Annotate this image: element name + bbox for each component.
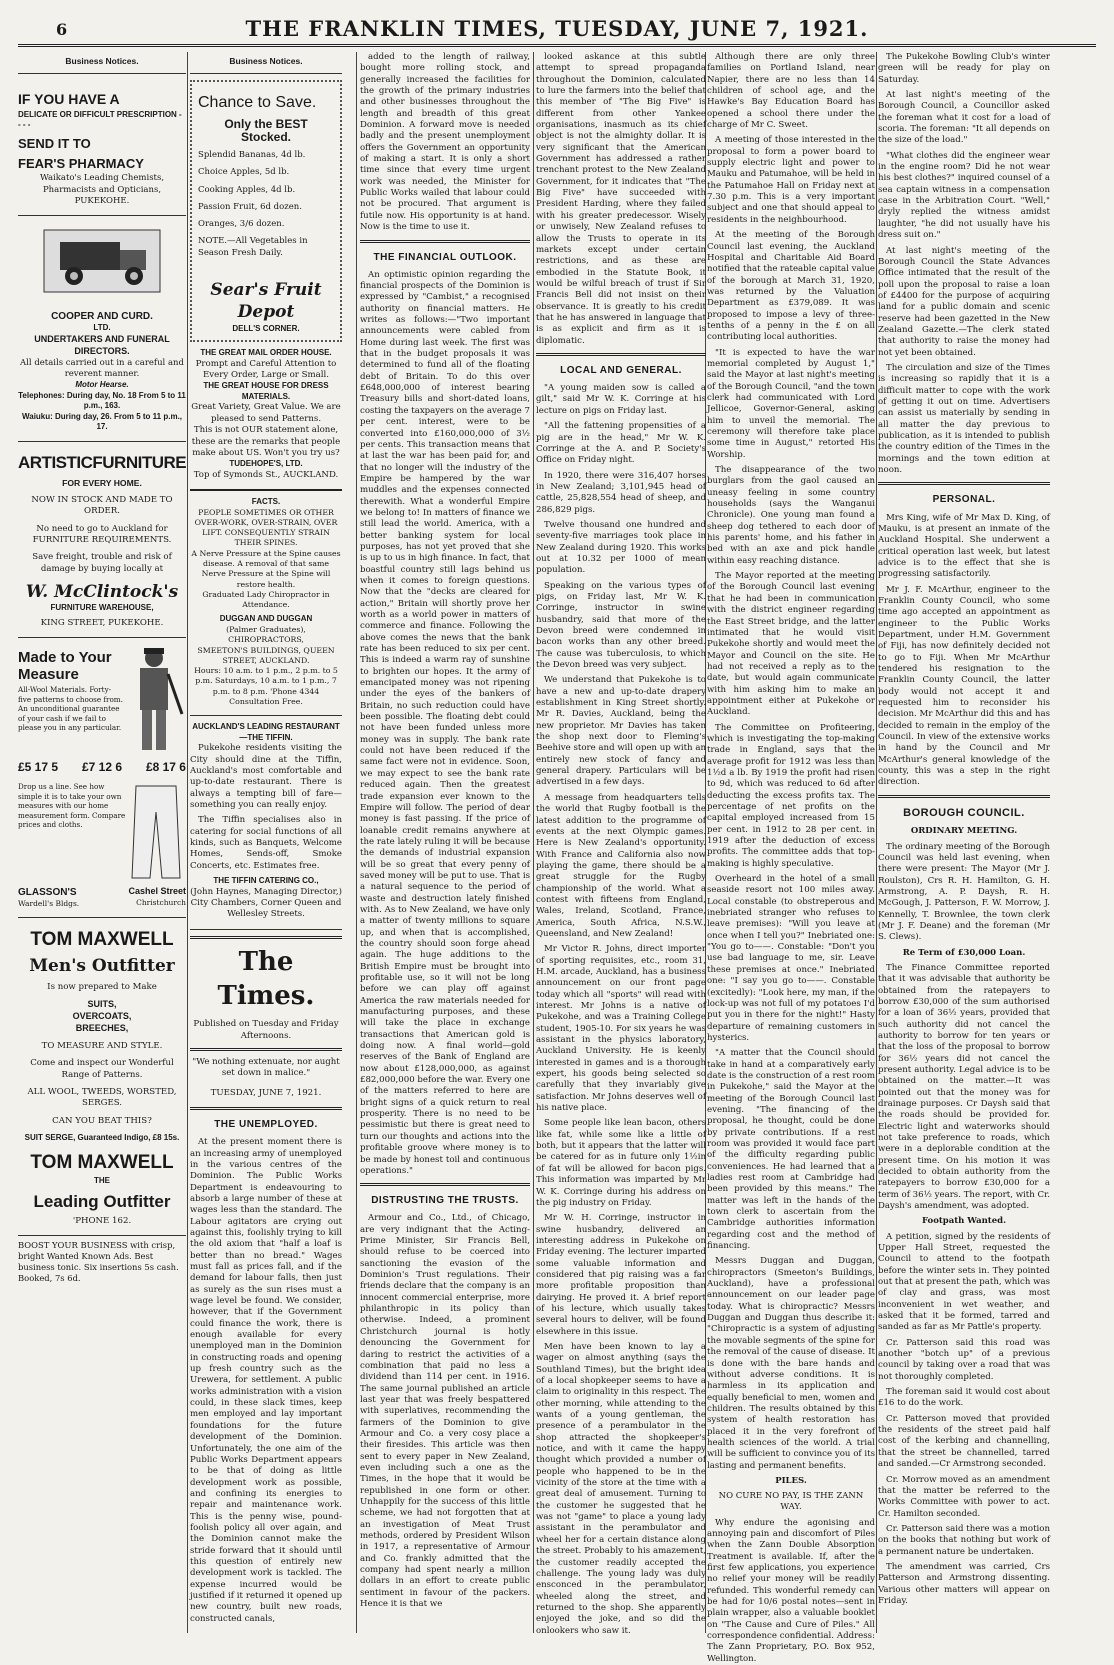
business-notices-header: Business Notices.	[18, 52, 186, 74]
ad-line: ARTISTICFURNITURE	[18, 452, 187, 472]
section-subhead: Re Term of £30,000 Loan.	[902, 947, 1026, 958]
local-item: The disappearance of the two burglars from the gaol caused an uneasy feeling in some country households (says the Wanganui Chronicle). One young man found a sheep dog tethered to each door of his parents' home, and his father in bed with an axe and pick handle within easy reaching distance.	[707, 465, 875, 566]
article-title: BOROUGH COUNCIL.	[903, 806, 1025, 819]
article-body: An optimistic opinion regarding the financial prospects of the Dominion is expressed by "Cambist," a recognised authority on financial matters. He writes as follows:—"Two important announcements were cabled from Home during last week. The first was that in the budget proposals it was determined to fund all of the floating debt of Britain. To do this over £648,000,000 of interest bearing Treasury bills and short-dated loans, costing the taxpayers on the average 7 per cent. interest, were to be converted into £160,000,000 of 3½ per cents. This transaction means that at last the war has been paid for, and that no longer will the industry of the Empire be hampered by the war muddles and the expenses connected therewith. What a wonderful Empire we belong to! In matters of finance we still lead the world. America, with a better banking system for local purposes, has not yet proved that she is up to us in high finance. In fact, that boastful country still lags behind us when it comes to foreign questions. Now that the "decks are cleared for action," Britain will shortly prove her worth as a world power in matters of commerce and finance. Following the above comes the news that the bank rate has been reduced to six per cent. This is indeed a warm ray of sunshine to brighten our hopes. It the army of emancipated money was not ripening under the eyes of the bankers of Britain, no such reduction could have been possible. The floating debt could not have been funded unless more money was in supply. The bank rate could not have been reduced if the same fact were not in evidence. Soon, we may expect to see the bank rate reduced again. Then the greatest trade expansion ever known to the Empire will follow. The period of dear money is fast passing. If the price of loanable credit remains anywhere at the rate lately ruling it will be because the demands of industrial expansion will be so great that every penny of saved money will be put to use. That is a natural sequence to the period of waste and destruction lately finished with. As to New Zealand, we have only a matter of twenty millions to square up, and when that is accomplished, the country should soon forge ahead again. The huge additions to the British Empire must be brought into profitable use, so it will not be long before we can play off against America the raw materials needed for manufacturing purposes, and these will take the place in exchange transactions that American gold is doing now. A final world—gold reserves of the Bank of England are now about £128,000,000, as against £82,000,000 before the war. Every one of the matters referred to here are bright signs of a quick return to real prosperity. There is no need to be pessimistic but there is great need to turn our thoughts and actions into the profitable groove where money is to be made by honest toil and continuous operations."	[360, 269, 530, 1176]
ad-line: COOPER AND CURD.	[51, 311, 153, 323]
fruit-item: Oranges, 3/6 dozen.	[198, 219, 285, 230]
local-item: Although there are only three families on Portland Island, near Napier, there are no less than 14 children of school age, and the Hawke's Bay Education Board has opened a school there under the charge of Mr C. Sweet.	[707, 52, 875, 131]
ad-line: TOM MAXWELL	[30, 1152, 174, 1174]
ad-line: (John Haynes, Managing Director,) City Chambers, Corner Queen and Wellesley Streets.	[190, 886, 342, 920]
article-title: PERSONAL.	[932, 494, 996, 506]
masthead	[18, 14, 1096, 47]
ad-line: DUGGAN AND DUGGAN	[219, 614, 313, 624]
ad-line: DELICATE OR DIFFICULT PRESCRIPTION - - - -	[18, 109, 182, 130]
ad-line: Christchurch	[136, 898, 186, 908]
article-body: Cr. Morrow moved as an amendment that the matter be referred to the Works Committee with power to act. Cr. Hamilton seconded.	[878, 1474, 1050, 1519]
ad-line: Prompt and Careful Attention to Every Order, Large or Small.	[195, 358, 337, 381]
ad-line: BREECHES,	[75, 1022, 129, 1033]
local-item: We understand that Pukekohe is to have a new and up-to-date drapery establishment in King Street shortly. Mr R. Davies, Auckland, being the new proprietor. Mr Davies has taken the shop next door to Fleming's Beehive store and will open up with an entirely new stock of fancy and general drapery. Particulars will be advertised in a few days.	[536, 675, 706, 788]
column-3	[360, 52, 530, 1637]
ad-line: Top of Symonds St., AUCKLAND.	[193, 469, 339, 480]
ad-line: LTD.	[93, 323, 111, 333]
article-body: The ordinary meeting of the Borough Council was held last evening, when there were present: The Mayor (Mr J. Roulston), Crs R. H. Hamilton, G. H. Armstrong, A. P. Daysh, R. H. McGough, J. Patterson, F. W. Morrow, J. Kennelly, T. Brownlee, the town clerk (Mr J. F. Deane) and the foreman (Mr S. Clews).	[878, 841, 1050, 943]
ad-line: Come and inspect our Wonderful Range of Patterns.	[30, 1058, 174, 1080]
sears-fruit-ad	[190, 80, 342, 342]
ad-line: CAN YOU BEAT THIS?	[52, 1115, 152, 1126]
glassons-ad	[18, 638, 186, 918]
ad-paragraph: Pukekohe residents visiting the City should dine at the Tiffin, Auckland's most comfortable and up-to-date restaurant. There is always a tempting bill of fare—something you can really enjoy.	[190, 743, 342, 811]
ad-line: SUIT SERGE, Guaranteed Indigo, £8 15s.	[24, 1132, 180, 1142]
fruit-note: NOTE.—All Vegetables in Season Fresh Daily.	[198, 236, 308, 258]
ad-line: KING STREET, PUKEKOHE.	[40, 618, 164, 629]
local-item: In 1920, there were 316,407 horses in New Zealand; 3,101,945 head of cattle, 25,828,554 head of sheep, and 286,829 pigs.	[536, 470, 706, 515]
ad-line: BOOST YOUR BUSINESS with crisp, bright Wanted Known Ads. Best business tonic. Six insertions 5s cash. Booked, 7s 6d.	[18, 1239, 179, 1284]
page-number: 6	[56, 20, 68, 39]
ad-line: OVERCOATS,	[72, 1011, 132, 1022]
publication-days: Published on Tuesday and Friday Afternoons.	[193, 1019, 339, 1041]
article-body: A petition, signed by the residents of Upper Hall Street, requested the Council to attend to the footpath before the winter sets in. They pointed out that at present the path, which was of clay and grass, was most inconvenient in wet weather, and asked that it be formed, tarred and sanded as far as Mr Pattle's property.	[878, 1231, 1050, 1333]
ad-line: ALL WOOL, TWEEDS, WORSTED, SERGES.	[27, 1086, 177, 1109]
column-rule	[876, 52, 877, 1633]
ad-line: Only the BEST Stocked.	[224, 116, 308, 144]
fears-pharmacy-ad	[18, 80, 186, 216]
business-notices-header: Business Notices.	[190, 52, 342, 74]
ad-line: Made to Your Measure	[18, 649, 112, 683]
divider	[190, 936, 342, 939]
article-body: Cr. Patterson said there was a motion on the books that nothing but work of a permanent nature be undertaken.	[878, 1523, 1050, 1557]
divider	[536, 353, 706, 356]
ad-line: PEOPLE SOMETIMES OR OTHER OVER-WORK, OVER-STRAIN, OVER LIFT. CONSEQUENTLY STRAIN THEIR SPINES.	[194, 507, 338, 548]
local-item: Some people like lean bacon, others like fat, while some like a little of both, but it appears that the latter will be catered for as in future only 1½in of fat will be allowed for bacon pigs. This information was imparted by Mr W. K. Corringe during his address on the pig industry on Friday.	[536, 1118, 706, 1208]
ad-line: Telephones: During day, No. 18 From 5 to 11 p.m., 163.	[18, 390, 186, 411]
mcclintock-furniture-ad	[18, 442, 186, 638]
piles-heading: PILES.	[775, 1475, 807, 1486]
ad-line: Is now prepared to Make	[47, 981, 157, 992]
ad-line: SEND IT TO	[18, 135, 91, 151]
ad-line: TUDEHOPE'S, LTD.	[229, 459, 303, 469]
ad-line: Men's Outfitter	[29, 956, 175, 977]
local-item: At the meeting of the Borough Council last evening, the Auckland Hospital and Charitable Aid Board notified that the rateable capital value of the borough at March 31, 1920, was returned by the Valuation Department as £379,089. It was proposed to impose a levy of three-tenths of a penny in the £ on all contributing local authorities.	[707, 230, 875, 343]
piles-body: Why endure the agonising and annoying pain and discomfort of Piles when the Zann Double Absorption Treatment is available. If, after the first few applications, you experience no relief your money will be readily refunded. This wonderful remedy can be had for 10/6 postal notes—sent in plain wrapper, also a valuable booklet on "The Cause and Cure of Piles." All correspondence confidential. Address: The Zann Proprietary, P.O. Box 952, Wellington.	[707, 1517, 875, 1664]
local-item: "A matter that the Council should take in hand at a comparatively early date is the construction of a rest room in Pukekohe," said the Mayor at the meeting of the Borough Council last evening. "The financing of the proposal, he thought, could be done by private contributions. If a rest room was provided it would face part of the difficulty regarding public conveniences. He had learned that a ladies rest room at Cambridge had been provided by this means." The matter was left in the hands of the town clerk to ascertain from the Cambridge authorities information regarding cost and the method of financing.	[707, 1048, 875, 1252]
ad-line: Graduated Lady Chiropractor in Attendance.	[202, 589, 330, 610]
article-body: looked askance at this subtle attempt to spread propaganda throughout the Dominion, calculated to lure the farmers into the belief that this member of "The Big Five" is different from other Yankee organisations, inasmuch as its chief object is not the almighty dollar. It is very significant that the American Government has addressed a rather trenchant protest to the New Zealand Government, for it indicates that "The Big Five" have succeeded with President Harding, where they failed with his greater predecessor. Wisely or unwisely, New Zealand refuses to allow the Trusts to operate in its markets except under certain restrictions, and as these are embodied in the Statute Book, it would be wilful breach of trust if Sir Francis Bell did not insist on their observance. It is greatly to his credit that he has answered in language that is as explicit and firm as it is diplomatic.	[536, 52, 706, 346]
local-item: "A young maiden sow is called a gilt," said Mr W. K. Corringe at his lecture on pigs on Friday last.	[536, 383, 706, 416]
ad-line: Sear's Fruit Depot	[210, 279, 322, 323]
ad-line: GLASSON'S	[18, 887, 77, 899]
fruit-item: Passion Fruit, 6d dozen.	[198, 201, 302, 212]
ad-line: All details carried out in a careful and reverent manner.	[20, 357, 184, 379]
hearse-truck-illustration	[42, 228, 162, 294]
ad-line: UNDERTAKERS AND FUNERAL DIRECTORS.	[34, 334, 170, 356]
ad-line: FACTS.	[251, 497, 281, 507]
ad-line: All-Wool Materials. Forty-five patterns to choose from. An unconditional guarantee of your cash if we fail to please you in any particular.	[18, 685, 123, 733]
piles-subheading: NO CURE NO PAY, IS THE ZANN WAY.	[718, 1491, 864, 1513]
motto: "We nothing extenuate, nor aught set down in malice."	[192, 1057, 340, 1079]
ad-line: 'PHONE 162.	[72, 1215, 132, 1226]
ad-line: NOW IN STOCK AND MADE TO ORDER.	[31, 494, 173, 517]
ad-line: Cashel Street	[128, 886, 186, 897]
ad-line: THE	[94, 1176, 110, 1186]
local-item: A meeting of those interested in the proposal to form a power board to supply electric light and power to Mauku and Patumahoe, will be held in the Patumahoe Hall on Friday next at 7.30 p.m. This is a very important subject and one that should appeal to residents in the neighbourhood.	[707, 135, 875, 225]
local-item: The circulation and size of the Times is increasing so rapidly that it is a difficult matter to cope with the work of getting it out on time. Advertisers can assist us materially by sending in all matter the day previous to publication, as it is intended to publish the country edition of the Times in the mornings and the town edition at noon.	[878, 362, 1050, 476]
cooper-curd-ad	[18, 216, 186, 442]
ad-line: Great Variety, Great Value. We are pleased to send Patterns.	[191, 402, 341, 424]
local-item: At last night's meeting of the Borough Council, a Councillor asked the foreman what it cost for a load of scoria. The foreman: "It all depends on the size of the load."	[878, 90, 1050, 146]
fruit-item: Cooking Apples, 4d lb.	[198, 184, 296, 195]
ad-line: THE GREAT HOUSE FOR DRESS MATERIALS.	[203, 381, 329, 401]
ad-line: No need to go to Auckland for FURNITURE REQUIREMENTS.	[32, 523, 172, 546]
local-item: Mr Victor R. Johns, direct importer of sporting requisites, etc., room 31, H.M. arcade, Auckland, has a business announcement on our front page today which all "sports" will read with interest. Mr Johns is a native of Pukekohe, and was a Training College student, 1905-10. For six years he was assistant in the physics laboratory, Auckland University. He is keenly interested in games and is a thorough expert, his goods being selected so carefully that they invariably give satisfaction. Mr Johns deserves well of his native place.	[536, 944, 706, 1114]
ad-line: Drop us a line. See how simple it is to take your own measures with our home measurement form. Compare prices and cloths.	[18, 782, 126, 830]
local-item: At last night's meeting of the Borough Council the State Advances Office intimated that the result of the poll upon the proposal to raise a loan of £4400 for the purpose of acquiring land for a public domain and scenic reserve had been gazetted in the New Zealand Gazette.—The clerk stated that authority to raise the money had not yet been obtained.	[878, 245, 1050, 358]
local-item: Twelve thousand one hundred and seventy-five marriages took place in New Zealand during 1920. This works out at 10.32 per 1000 of mean population.	[536, 519, 706, 576]
local-item: Messrs Duggan and Duggan, chiropractors (Smeeton's Buildings, Auckland), have a professional announcement on our leader page today. What is chiropractic? Messrs Duggan and Duggan thus describe it: "Chiropractic is a system of adjusting the movable segments of the spine for the removal of the cause of disease. It is done with the bare hands and without adverse conditions. It is harmless in its application and equally beneficial to men, women and children. The results obtained by this system of health restoration has placed it in the very forefront of health sciences of the world. A trial will be sufficient to convince you of its lasting and permanent benefits.	[707, 1256, 875, 1471]
column-rule	[187, 52, 188, 1633]
ad-line: DELL'S CORNER.	[232, 323, 300, 333]
ad-line: THE TIFFIN CATERING CO.,	[213, 876, 319, 886]
divider	[190, 1107, 342, 1110]
local-item: A message from headquarters tells the world that Rugby football is the latest addition to the programme of events at the next Olympic games. Here is New Zealand's opportunity. With France and California also now playing the game, there should be a great struggle for the Rugby championship of the world. What a contest with fifteens from England, Wales, Ireland, Scotland, France, America, South Africa, N.S.W., Queensland, and New Zealand!	[536, 792, 706, 939]
divider	[360, 240, 530, 243]
column-2	[190, 52, 342, 1637]
local-item: "It is expected to have the war memorial completed by August 1," said the Mayor at last night's meeting of the Borough Council, "and the town clerk had communicated with Lord Jellicoe, Governor-General, asking him to unveil the memorial. The ceremony will therefore take place some time in August," retorted His Worship.	[707, 347, 875, 460]
local-item: Speaking on the various types of pigs, on Friday last, Mr W. K. Corringe, instructor in swine husbandry, said that more of the Devon breed were condemned in bacon works than any other breed. The cause was tuberculosis, to which the Devon breed was very subject.	[536, 580, 706, 671]
ad-line: Chance to Save.	[198, 94, 317, 112]
column-rule	[356, 52, 357, 1633]
divider	[878, 795, 1050, 798]
tailor-man-illustration	[124, 644, 186, 754]
ad-line: Leading Outfitter	[33, 1191, 171, 1211]
article-body: The Finance Committee reported that it was advisable that authority be obtained from the ratepayers to borrow £30,000 of the sum authorised for a loan of 36½ years, provided that such authority did not cancel the authority to borrow for ten years or that the loss of the proposal to borrow for 36½ years did not cancel the present authority. Legal advice is to be obtained on the matter.—It was pointed out that the money was for drainage purposes. Cr Daysh said that the roads should be provided for. Electric light and waterworks should not take preference to roads, which were in a deplorable condition at the present time. On his motion it was decided to obtain authority from the ratepayers to borrow £30,000 for a term of 36½ years. The report, with Cr. Daysh's amendment, was adopted.	[878, 962, 1050, 1212]
price: £8 17 6	[145, 760, 186, 775]
issue-date: TUESDAY, JUNE 7, 1921.	[210, 1087, 322, 1098]
local-item: Overheard in the hotel of a small seaside resort not 100 miles away. Local constable (to obstreperous and inebriated stranger who refuses to leave premises): "Will you leave at once when I tell you?" Inebriated one: "You go to——. Constable: "Don't you use bad language to me, sir. Leave these premises at once." Inebriated one: "I say you go to——. Constable (excitedly): "Look here, my man, if the lock-up was not full of my potatoes I'd put you in there for the night!" Hasty departure of remaining customers in hysterics.	[707, 874, 875, 1043]
local-item: Mr W. H. Corringe, instructor in swine husbandry, delivered an interesting address in Pukekohe on Friday evening. The lecturer imparted some valuable information and considered that pig raising was a far more profitable proposition than dairying. He proved it. A brief report of his lecture, which usually takes several hours to deliver, will be found elsewhere in this issue.	[536, 1213, 706, 1337]
ad-line: Hours: 10 a.m. to 1 p.m., 2 p.m. to 5 p.m. Saturdays, 10 a.m. to 1 p.m., 7 p.m. to 8 p.m. 'Phone 4344 Consultation Free.	[194, 666, 338, 706]
ad-line: SUITS,	[87, 999, 117, 1010]
article-title: THE UNEMPLOYED.	[214, 1119, 318, 1131]
article-body: Armour and Co., Ltd., of Chicago, are very indignant that the Acting-Prime Minister, Sir Francis Bell, should refuse to be coerced into sanctioning the evasion of the Dominion's Trust regulations. Their friends declare that the company is an innocent commercial enterprise, more philanthropic in its policy than otherwise. Indeed, a prominent Christchurch journal is hotly denouncing the Government for daring to restrict the activities of a combination that paid no less a dividend than 114 per cent. in 1916. The same journal published an article last year that was freely bespattered with superlatives, recommending the farmers of the Dominion to give Armour and Co. a very cosy place a their firesides. This article was then sent to every paper in New Zealand, even including such a one as the Times, in the hope that it would be republished in one form or other. Unhappily for the success of this little scheme, we had not forgotten that at an investigation of Meat Trust methods, ordered by President Wilson in 1917, a representative of Armour and Co. frankly admitted that the company had spent nearly a million dollars in an effort to create public sentiment in favour of the packers. Hence it is that we	[360, 1213, 530, 1610]
column-5	[707, 52, 875, 1664]
ad-line: Waikato's Leading Chemists, Pharmacists and Opticians, PUKEKOHE.	[39, 173, 165, 206]
article-subtitle: ORDINARY MEETING.	[910, 826, 1018, 837]
personal-item: Mr J. F. McArthur, engineer to the Franklin County Council, who some time ago accepted an appointment as engineer to the Public Works Department, under H.M. Government of Fiji, has now definitely decided not to go to Fiji. When Mr McArthur tendered his resignation to the Franklin County Council, the latter body would not accept it and requested him to reconsider his decision. Mr McArthur did this and has decided to remain in the employ of the Council. In view of the extensive works in hand by the Council and Mr McArthur's general knowledge of the county, this was a step in the right direction.	[878, 584, 1050, 788]
column-rule	[533, 52, 534, 1633]
ad-line: SMEETON'S BUILDINGS, QUEEN STREET, AUCKLAND.	[197, 645, 335, 665]
ad-line: IF YOU HAVE A	[18, 91, 120, 108]
ad-line: AUCKLAND'S LEADING RESTAURANT—THE TIFFIN.	[192, 722, 340, 742]
local-item: "What clothes did the engineer wear in the engine room? Did he not wear his best clothes?" inquired counsel of a sea captain witness in a compensation case in the Arbitration Court. "Well," dryly replied the witness amidst laughter, "he did not usually have his dress suit on."	[878, 150, 1050, 241]
ad-line: This is not OUR statement alone, these are the remarks that people make about US. Won't you try us?	[191, 425, 341, 458]
local-item: Men have been known to lay a wager on almost anything (says the Southland Times), but the bright idea of a local shopkeeper seems to have a claim to originality in this respect. The other morning, while attending to the wants of a young gentleman, the presence of a perambulator in the shop attracted the shopkeeper's notice, and with it came the happy thought which provided a number of people who happened to be in the vicinity of the store at the time with a great deal of amusement. Turning to the customer he suggested that he was not "game" to place a young lady assistant in the perambulator and wheel her for a certain distance along the street. Probably to his amazement, the customer readily accepted the challenge. The young lady was duly ensconced in the perambulator, wheeled along the street, and returned to the shop. She apparently enjoyed the joke, and so did the onlookers who saw it.	[536, 1341, 706, 1636]
column-6	[878, 52, 1050, 1637]
article-body: The foreman said it would cost about £16 to do the work.	[878, 1387, 1050, 1409]
column-1	[18, 52, 186, 1637]
column-4	[536, 52, 706, 1637]
ad-line: FURNITURE WAREHOUSE,	[50, 603, 154, 613]
ad-line: Waiuku: During day, 26. From 5 to 11 p.m., 17.	[21, 411, 183, 432]
ad-line: FEAR'S PHARMACY	[18, 156, 144, 171]
tudehopes-ad	[190, 342, 342, 491]
duggan-chiropractors-ad	[190, 491, 342, 716]
article-title: THE FINANCIAL OUTLOOK.	[373, 251, 517, 263]
ad-line: (Palmer Graduates), CHIROPRACTORS,	[226, 624, 306, 645]
trousers-illustration	[126, 782, 186, 882]
article-body: added to the length of railway, bought more rolling stock, and generally increased the facilities for the growth of the primary industries and other businesses throughout the length and breadth of this great Dominion. A forward move is needed badly and the present unemployment offers the Government an opportunity of making a start. It is only a short time since that every time urgent work was needed, the Minister for Public Works wailed that labour could not be procured. That argument is futile now. His opportunity is at hand. Now is the time to use it.	[360, 52, 530, 233]
ad-line: Motor Hearse.	[75, 380, 129, 390]
section-subhead: Footpath Wanted.	[921, 1216, 1007, 1227]
article-title: LOCAL AND GENERAL.	[560, 364, 682, 376]
article-body: At the present moment there is an increasing army of unemployed in the various centres of the Dominion. The Public Works Department is endeavouring to absorb a large number of these at wages less than the standard. The Labour agitators are crying out against this, foolishly trying to kill the old axiom that "half a loaf is better than no bread." Wages must fall as prices fall, and if the demand for labour falls, then just as surely as the sun rises must a wage level be found. We consider, however, that if the Government could finance the work, there is enough available for every unemployed man in the Dominion in constructing roads and opening up fresh country such as the Urewera, for settlement. A public works administration with a vision could, in these slack times, keep men employed and lay important foundations for the future development of the Dominion. Unfortunately, the one aim of the Public Works Department appears to be that of doing as little development work as possible, and confining its energies to repair and maintenance work. This is the penny wise, pound-foolish policy all over again, and the Dominion cannot make the stride forward that it should until this question of entirely new development work is tackled. The expense incurred would be justified if it returned it opened up new country, built new roads, constructed canals,	[190, 1137, 342, 1624]
fruit-item: Splendid Bananas, 4d lb.	[198, 150, 306, 161]
article-body: Cr. Patterson said this road was another "botch up" of a previous council by taking over a road that was not thoroughly completed.	[878, 1337, 1050, 1382]
divider	[190, 1048, 342, 1051]
ad-line: TOM MAXWELL	[30, 929, 174, 951]
ad-line: THE GREAT MAIL ORDER HOUSE.	[200, 348, 332, 358]
price: £5 17 5	[18, 760, 59, 775]
divider	[878, 482, 1050, 485]
ad-line: W. McClintock's	[25, 582, 179, 603]
article-body: The amendment was carried, Crs Patterson and Armstrong dissenting. Various other matters will appear on Friday.	[878, 1561, 1050, 1606]
ad-line: TO MEASURE AND STYLE.	[41, 1040, 163, 1051]
price: £7 12 6	[81, 760, 123, 775]
fruit-item: Choice Apples, 5d lb.	[198, 167, 290, 178]
ad-line: Wardell's Bldgs.	[18, 899, 80, 909]
ad-paragraph: The Tiffin specialises also in catering for social functions of all kinds, such as Banquets, Welcome Homes, Sends-off, Smoke Concerts, etc. Estimates free.	[190, 815, 342, 871]
local-item: The Mayor reported at the meeting of the Borough Council last evening that he had been in communication with the district engineer regarding the East Street bridge, and the latter intimated that he would visit Pukekohe shortly and would meet the Mayor and Council on the site. He had not received a reply as to the date, but would again communicate with him asking him to make an appointment either at Pukekohe or Auckland.	[707, 571, 875, 718]
times-nameplate: The Times.	[217, 946, 315, 1011]
local-item: The Pukekohe Bowling Club's winter green will be ready for play on Saturday.	[878, 52, 1050, 85]
ad-line: A Nerve Pressure at the Spine causes disease. A removal of that same Nerve Pressure at the Spine will restore health.	[191, 548, 341, 589]
ad-line: Save freight, trouble and risk of damage by buying locally at	[32, 552, 172, 574]
ad-line: FOR EVERY HOME.	[62, 477, 142, 488]
local-item: "All the fattening propensities of a pig are in the head," Mr W. K. Corringe at the A. and P. Society's Office on Friday night.	[536, 421, 706, 466]
boost-business-ad	[18, 1236, 186, 1284]
divider	[360, 1183, 530, 1186]
tiffin-ad	[190, 716, 342, 929]
price-row	[18, 760, 186, 776]
local-item: The Committee on Profiteering, which is investigating the top-making trade in England, says that the average profit for 1912 was less than 1½d a lb. By 1919 the profit had risen to 9d, which was reduced to 6d after deducting the excess profits tax. The percentage of net profits on the capital employed increased from 15 per cent. in 1912 to 28 per cent. in 1919 after the deduction of excess profits. The committee adds that top-making is highly speculative.	[707, 722, 875, 869]
article-title: DISTRUSTING THE TRUSTS.	[371, 1195, 519, 1207]
tom-maxwell-ad	[18, 918, 186, 1236]
personal-item: Mrs King, wife of Mr Max D. King, of Mauku, is at present an inmate of the Auckland Hospital. She underwent a critical operation last week, but latest advice is to the effect that she is progressing satisfactorily.	[878, 512, 1050, 580]
article-body: Cr. Patterson moved that provided the residents of the street paid half cost of the kerbing and channelling, that the street be channelled, tarred and sanded.—Cr Armstrong seconded.	[878, 1413, 1050, 1470]
newspaper-title: THE FRANKLIN TIMES, TUESDAY, JUNE 7, 1921.	[245, 16, 869, 41]
